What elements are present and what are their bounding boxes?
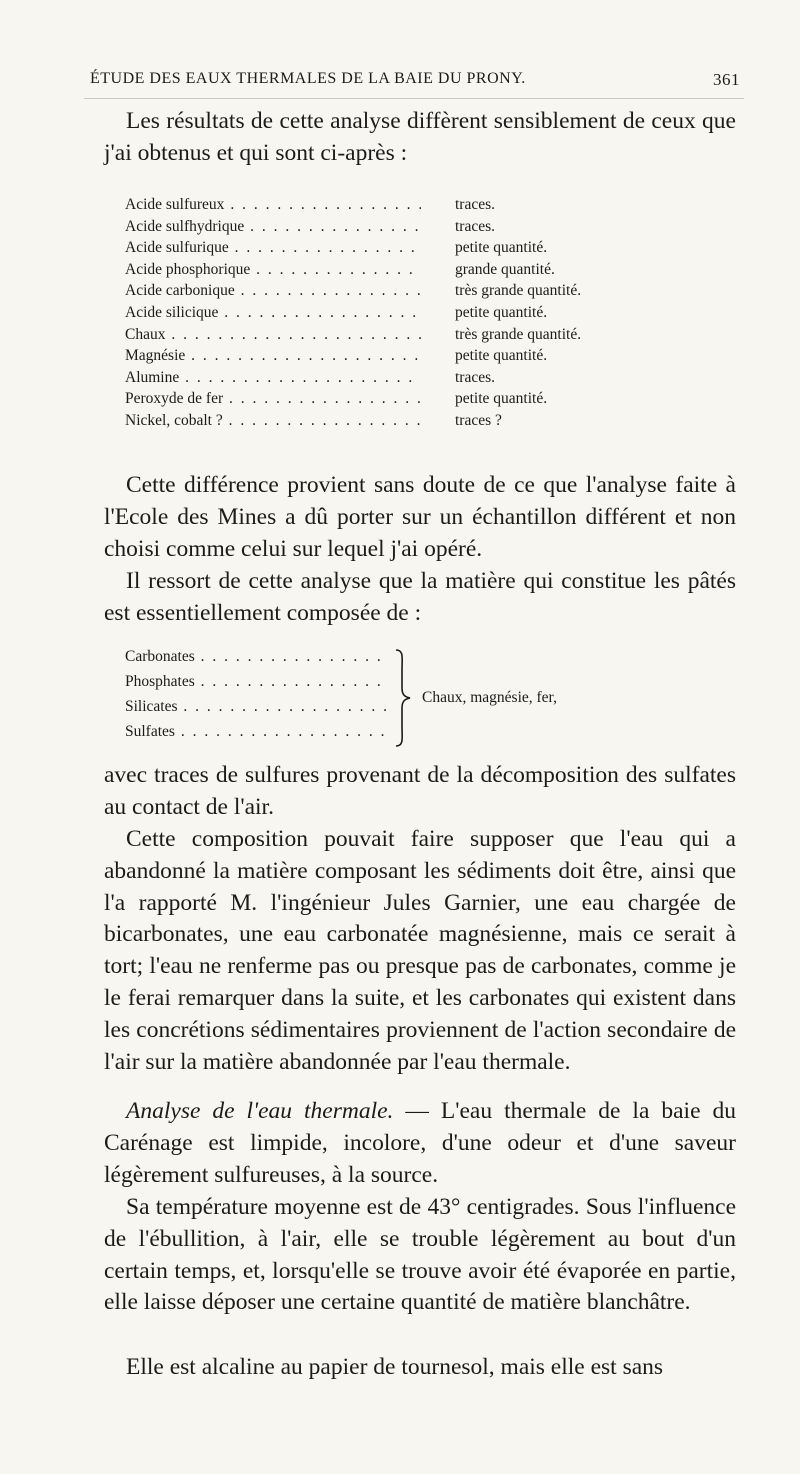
analysis-row-value: très grande quantité. bbox=[455, 325, 582, 343]
composition-item-name: Carbonates . . . bbox=[125, 648, 387, 666]
composition-item-name: Sulfates . . . bbox=[125, 723, 387, 741]
composition-item-name: Silicates . . . bbox=[125, 698, 387, 716]
running-head bbox=[90, 70, 740, 88]
analysis-row-value: traces. bbox=[455, 368, 496, 386]
analysis-row-name: Acide sulfhydrique . . . bbox=[125, 218, 421, 236]
temperature-paragraph: Sa température moyenne est de 43° centigrades. Sous l'influence de l'ébullition, à l'air, elle se trouble légèrement au bout d'un certain temps, et, lorsqu'elle se trouve avoir été évaporée en partie, elle laisse déposer une certaine quantité de matière blanchâtre. bbox=[104, 1194, 736, 1316]
analysis-row-value: traces. bbox=[455, 217, 496, 235]
analysis-row-value: petite quantité. bbox=[455, 347, 548, 365]
composition-item-name: Phosphates . . . bbox=[125, 673, 387, 691]
analysis-paragraph bbox=[104, 1096, 736, 1191]
analysis-row-name: Acide silicique . . . bbox=[125, 304, 421, 322]
analysis-row-name: Nickel, cobalt ? . . . bbox=[125, 412, 421, 430]
difference-paragraph: Cette différence provient sans doute de ce que l'analyse faite à l'Ecole des Mines a dû porter sur un échantillon différent et non choisi comme celui sur lequel j'ai opéré. bbox=[104, 472, 736, 562]
analysis-row-value: grande quantité. bbox=[455, 260, 555, 278]
analysis-row-value: traces. bbox=[455, 196, 496, 213]
analysis-row-name: Peroxyde de fer . . . bbox=[125, 390, 421, 408]
analysis-row-name: Acide carbonique . . . bbox=[125, 282, 421, 300]
header-rule bbox=[84, 98, 744, 99]
analysis-row-name: Alumine . . . bbox=[125, 369, 421, 387]
analysis-row-name: Chaux . . . bbox=[125, 326, 421, 344]
composition-discussion-paragraph: Cette composition pouvait faire supposer que l'eau qui a abandonné la matière composant les sédiments doit être, ainsi que l'a rapporté M. l'ingénieur Jules Garnier, une eau chargée de bicarbonates, une eau carbonatée magnésienne, mais ce serait à tort; l'eau ne renferme pas ou presque pas de carbonates, comme je le ferai remarquer dans la suite, et les carbonates qui existent dans les concrétions sédimentaires proviennent de l'action secondaire de l'air sur la matière abandonnée par l'eau thermale. bbox=[104, 826, 736, 1075]
analysis-row bbox=[125, 196, 496, 219]
composition-bases: Chaux, magnésie, fer, bbox=[422, 689, 557, 706]
analysis-row-name: Magnésie . . . bbox=[125, 347, 421, 365]
analysis-row-name: Acide phosphorique . . . bbox=[125, 261, 421, 279]
analysis-text: — L'eau thermale de la baie du Carénage est limpide, incolore, d'une odeur et d'une saveur légèrement sulfureuses, à la source. bbox=[104, 1098, 736, 1188]
composition-intro-paragraph: Il ressort de cette analyse que la matière qui constitue les pâtés est essentiellement composée de : bbox=[104, 568, 736, 626]
composition-item bbox=[125, 723, 387, 746]
analysis-row bbox=[125, 239, 548, 262]
analysis-row bbox=[125, 368, 496, 392]
analysis-row-value: petite quantité. bbox=[455, 239, 548, 257]
composition-item bbox=[125, 698, 387, 721]
analysis-row-name: Acide sulfureux . . . bbox=[125, 196, 421, 214]
composition-item bbox=[125, 673, 387, 696]
alcaline-paragraph: Elle est alcaline au papier de tournesol, mais elle est sans bbox=[126, 1354, 664, 1380]
traces-paragraph: avec traces de sulfures provenant de la décomposition des sulfates au contact de l'air. bbox=[104, 762, 736, 820]
analysis-row-value: petite quantité. bbox=[455, 304, 548, 321]
analysis-row-value: petite quantité. bbox=[455, 390, 548, 408]
analysis-row-value: traces ? bbox=[455, 412, 502, 429]
analysis-row bbox=[125, 347, 548, 370]
curly-brace-icon bbox=[392, 648, 414, 748]
composition-item bbox=[125, 648, 387, 671]
analysis-row-value: très grande quantité. bbox=[455, 282, 582, 300]
intro-paragraph: Les résultats de cette analyse diffèrent sensiblement de ceux que j'ai obtenus et qui sont ci-après : bbox=[104, 108, 736, 166]
analysis-row bbox=[125, 390, 548, 413]
section-heading: Analyse de l'eau thermale. bbox=[126, 1098, 394, 1124]
analysis-row bbox=[125, 282, 582, 305]
page-number: 361 bbox=[713, 70, 740, 89]
analysis-row bbox=[125, 217, 496, 241]
analysis-row-name: Acide sulfurique . . . bbox=[125, 239, 421, 257]
analysis-row bbox=[125, 325, 582, 349]
analysis-row bbox=[125, 304, 548, 327]
analysis-row bbox=[125, 412, 502, 435]
running-head-title: ÉTUDE DES EAUX THERMALES DE LA BAIE DU PRONY. bbox=[90, 70, 526, 87]
analysis-row bbox=[125, 260, 555, 284]
